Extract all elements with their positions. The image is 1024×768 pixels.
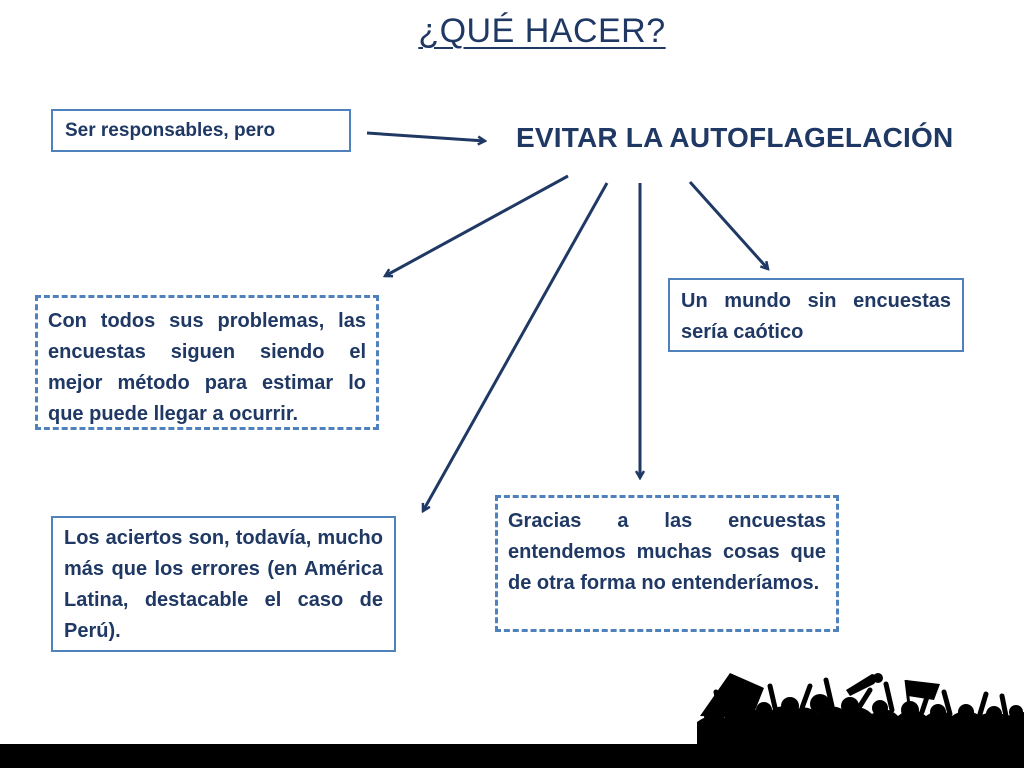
footer-bar (0, 744, 1024, 768)
slide-title: ¿QUÉ HACER? (418, 12, 666, 50)
aciertos-box: Los aciertos son, todavía, mucho más que los errores (en América Latina, destacable el caso de Perú). (51, 516, 396, 652)
gracias-box: Gracias a las encuestas entendemos muchas cosas que de otra forma no entenderíamos. (495, 495, 839, 632)
responsables-box: Ser responsables, pero (51, 109, 351, 152)
problemas-box: Con todos sus problemas, las encuestas siguen siendo el mejor método para estimar lo que puede llegar a ocurrir. (35, 295, 379, 430)
mundo-box: Un mundo sin encuestas sería caótico (668, 278, 964, 352)
headline-evitar: EVITAR LA AUTOFLAGELACIÓN (516, 122, 954, 153)
